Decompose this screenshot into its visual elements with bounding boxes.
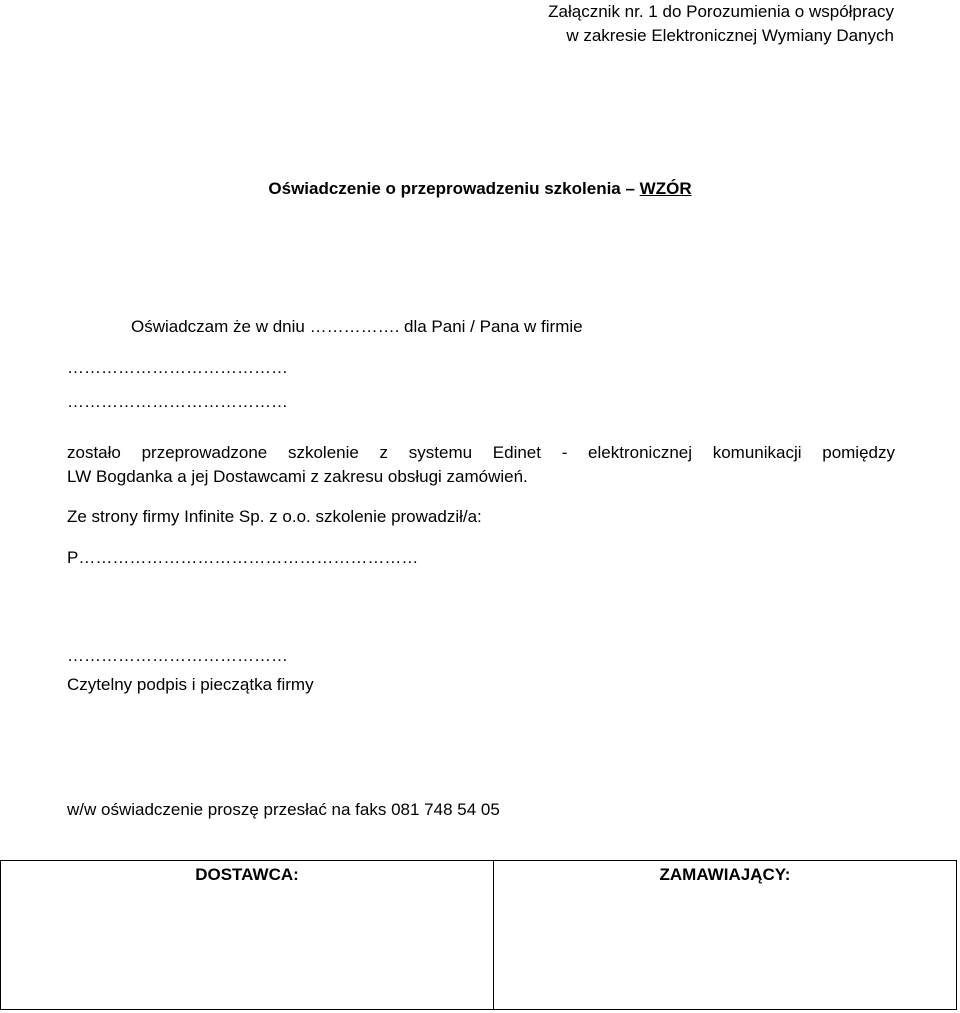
document-title-text: Oświadczenie o przeprowadzeniu szkolenia – bbox=[268, 179, 640, 198]
signature-table bbox=[0, 860, 957, 1010]
company-name-blank-2: ………………………………… bbox=[67, 392, 288, 411]
training-paragraph bbox=[67, 441, 895, 489]
trainer-name-blank: P…………………………………………………… bbox=[67, 548, 419, 567]
company-name-blank-1: ………………………………… bbox=[67, 358, 288, 377]
training-paragraph-line-2: LW Bogdanka a jej Dostawcami z zakresu obsługi zamówień. bbox=[67, 467, 528, 486]
fax-note: w/w oświadczenie proszę przesłać na faks 081 748 54 05 bbox=[67, 800, 500, 819]
attachment-header-line-2: w zakresie Elektronicznej Wymiany Danych bbox=[566, 26, 894, 45]
statement-intro: Oświadczam że w dniu ……………. dla Pani / Pana w firmie bbox=[131, 317, 583, 336]
template-marker: WZÓR bbox=[639, 179, 692, 198]
signature-label: Czytelny podpis i pieczątka firmy bbox=[67, 675, 314, 694]
orderer-label: ZAMAWIAJĄCY: bbox=[659, 865, 791, 884]
attachment-header bbox=[394, 0, 894, 48]
signature-blank: ………………………………… bbox=[67, 646, 288, 665]
orderer-cell bbox=[494, 861, 956, 1009]
attachment-header-line-1: Załącznik nr. 1 do Porozumienia o współpracy bbox=[548, 2, 894, 21]
supplier-cell bbox=[1, 861, 494, 1009]
training-paragraph-line-1: zostało przeprowadzone szkolenie z systemu Edinet - elektronicznej komunikacji pomiędzy bbox=[67, 443, 895, 462]
document-title bbox=[0, 179, 960, 199]
trainer-line: Ze strony firmy Infinite Sp. z o.o. szkolenie prowadził/a: bbox=[67, 507, 482, 526]
supplier-label: DOSTAWCA: bbox=[195, 865, 299, 884]
